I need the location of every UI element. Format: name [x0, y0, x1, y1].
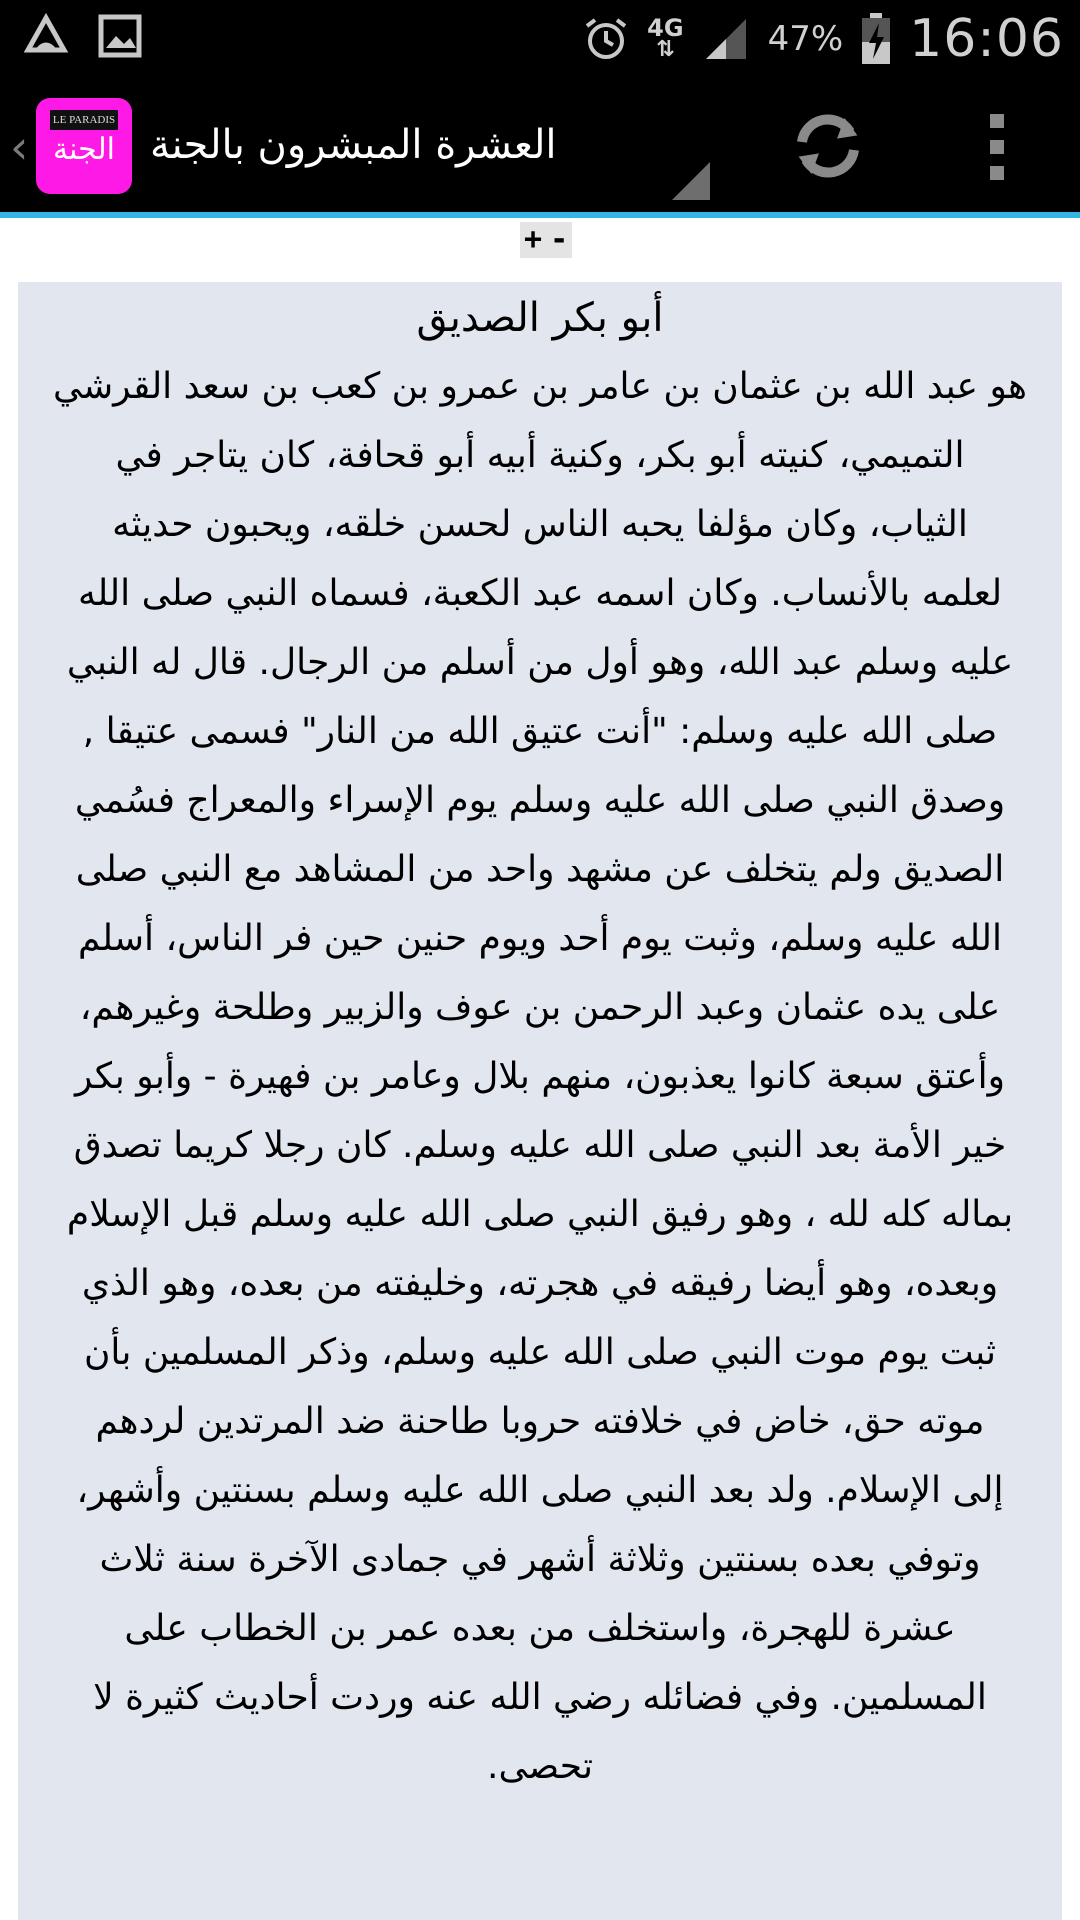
alarm-icon [583, 16, 629, 62]
article-card [18, 282, 1062, 1920]
article-line: إلى الإسلام. ولد بعد النبي صلى الله عليه وسلم بسنتين وأشهر، [76, 1470, 1004, 1511]
overflow-dot [990, 114, 1004, 128]
logo-top-text: LE PARADIS [50, 110, 118, 130]
article-line: على يده عثمان وعبد الرحمن بن عوف والزبير وطلحة وغيرهم، [79, 987, 1001, 1028]
article-line: وبعده، وهو أيضا رفيقه في هجرته، وخليفته من بعده، وهو الذي [81, 1263, 999, 1304]
article-title: أبو بكر الصديق [416, 295, 664, 341]
article-line: الله عليه وسلم، وثبت يوم أحد ويوم حنين حين فر الناس، أسلم [77, 918, 1003, 959]
article-line: خير الأمة بعد النبي صلى الله عليه وسلم. كان رجلا كريما تصدق [73, 1125, 1007, 1166]
refresh-icon[interactable] [788, 106, 868, 186]
signal-icon [702, 15, 750, 63]
overflow-dot [990, 166, 1004, 180]
zoom-out-button[interactable]: - [550, 222, 569, 257]
status-bar-notifications [20, 10, 142, 62]
article-line: الصديق ولم يتخلف عن مشهد واحد من المشاهد مع النبي صلى [75, 849, 1005, 890]
app-logo[interactable] [36, 98, 132, 194]
battery-charging-icon [861, 13, 891, 65]
network-type [647, 14, 684, 62]
article-line: المسلمين. وفي فضائله رضي الله عنه وردت أحاديث كثيرة لا [93, 1677, 987, 1718]
article-line: عشرة للهجرة، واستخلف من بعده عمر بن الخطاب على [124, 1608, 956, 1649]
action-bar-divider [0, 212, 1080, 218]
article-line: تحصى. [487, 1746, 593, 1787]
article-line: لعلمه بالأنساب. وكان اسمه عبد الكعبة، فسماه النبي صلى الله [77, 573, 1003, 614]
article-line: موته حق، خاض في خلافته حروبا طاحنة ضد المرتدين لردهم [95, 1401, 985, 1442]
article-body [18, 352, 1062, 1801]
article-line: ثبت يوم موت النبي صلى الله عليه وسلم، وذكر المسلمين بأن [83, 1332, 997, 1373]
notification-icon [20, 10, 72, 62]
up-chevron-icon[interactable]: ‹ [10, 120, 29, 174]
page-title[interactable]: العشرة المبشرون بالجنة [150, 122, 557, 168]
image-icon [98, 14, 142, 58]
action-bar [0, 78, 1080, 212]
data-arrows-icon: ⇅ [656, 37, 675, 62]
article-line: وصدق النبي صلى الله عليه وسلم يوم الإسراء والمعراج فسُمي [74, 780, 1006, 821]
article-line: صلى الله عليه وسلم: "أنت عتيق الله من النار" فسمى عتيقا , [82, 711, 998, 752]
article-line: هو عبد الله بن عثمان بن عامر بن عمرو بن كعب بن سعد القرشي [52, 366, 1028, 407]
battery-percent: 47% [767, 19, 844, 59]
article-line: وتوفي بعده بسنتين وثلاثة أشهر في جمادى الآخرة سنة ثلاث [99, 1539, 981, 1580]
zoom-in-button[interactable]: + [524, 222, 543, 257]
spinner-indicator-icon [672, 162, 710, 200]
article-line: بماله كله لله ، وهو رفيق النبي صلى الله عليه وسلم قبل الإسلام [66, 1194, 1014, 1235]
status-bar [0, 0, 1080, 78]
article-line: الثياب، وكان مؤلفا يحبه الناس لحسن خلقه، ويحبون حديثه [112, 504, 968, 545]
article-line: التميمي، كنيته أبو بكر، وكنية أبيه أبو قحافة، كان يتاجر في [115, 435, 965, 476]
article-line: عليه وسلم عبد الله، وهو أول من أسلم من الرجال. قال له النبي [66, 642, 1014, 683]
logo-word: الجنة [53, 132, 115, 167]
clock: 16:06 [909, 9, 1064, 69]
article-line: وأعتق سبعة كانوا يعذبون، منهم بلال وعامر بن فهيرة - وأبو بكر [75, 1056, 1005, 1097]
status-bar-system [583, 0, 1064, 78]
zoom-controls [520, 222, 572, 258]
overflow-menu-icon[interactable] [972, 114, 1022, 180]
overflow-dot [990, 140, 1004, 154]
network-label: 4G [647, 14, 684, 42]
